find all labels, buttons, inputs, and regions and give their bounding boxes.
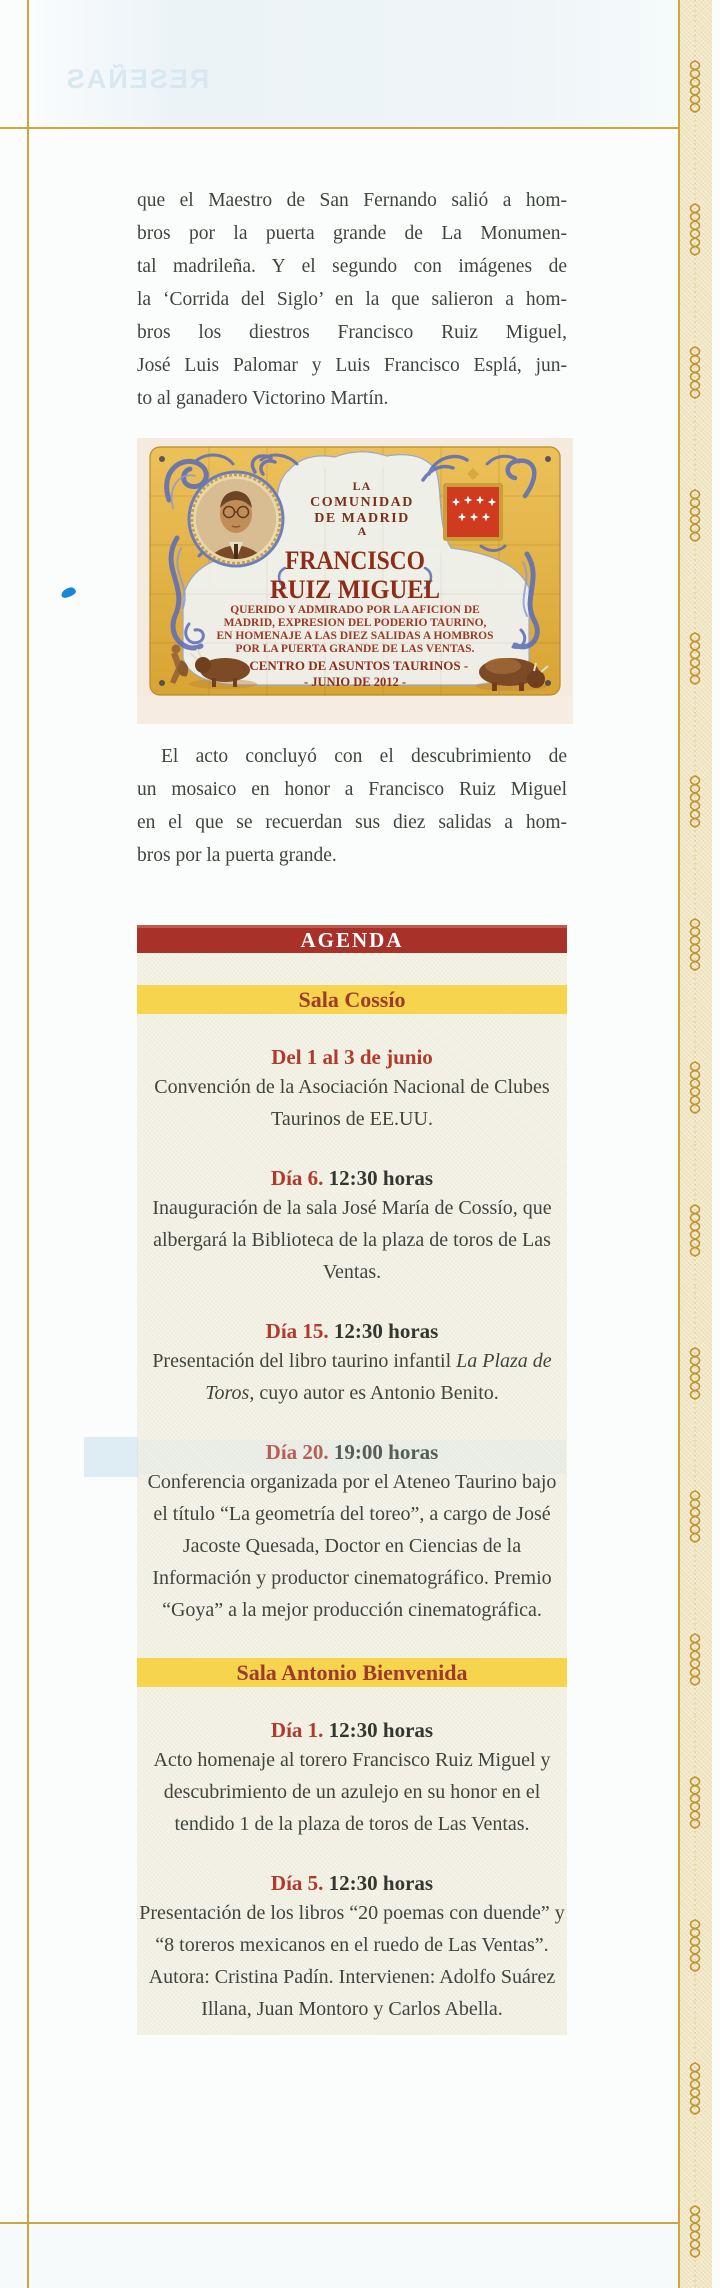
event-description-text: Presentación de los libros “20 poemas con duende” y “8 toreros mexicanos en el ruedo de Las Ventas”. Autora: Cristina Padín. Intervienen: Adolfo Suárez Illana, Juan Montoro y Carlos Abella. [139,1902,565,2020]
right-ornament-band [678,0,712,2288]
event-date-line [137,1870,567,1897]
event-description-text: Inauguración de la sala José María de Cossío, que albergará la Biblioteca de la plaza de toros de Las Ventas. [152,1197,552,1283]
mosaic-heading-a: A [357,524,367,538]
mosaic-name-line1: FRANCISCO [285,546,425,575]
portrait-medallion [189,472,283,568]
agenda-event [137,1318,567,1409]
bleed-band-left [84,1437,138,1477]
event-date: Del 1 al 3 de junio [271,1045,433,1069]
agenda-title: AGENDA [137,925,567,953]
agenda-sections [137,985,567,2025]
event-date-line [137,1165,567,1192]
text-line: José Luis Palomar y Luis Francisco Esplá, jun- [137,355,567,376]
event-description-italic: La Plaza de Toros [205,1350,552,1404]
mosaic-dedication-line2: MADRID, EXPRESION DEL PODERIO TAURINO, [223,617,487,629]
event-description [137,1897,567,2025]
blue-ink-mark [60,586,77,598]
event-description-text: , cuyo autor es Antonio Benito. [249,1382,499,1404]
mosaic-heading-la: LA [352,479,372,493]
text-line: bros por la puerta grande. [137,845,337,866]
event-description [137,1071,567,1135]
left-gold-rule [27,0,29,2288]
mosaic-heading-comunidad: COMUNIDAD [310,495,414,510]
mosaic-tile-image [137,438,573,724]
event-description [137,1466,567,1626]
text-line: to al ganadero Victorino Martín. [137,388,389,409]
bottom-gold-rule [0,2222,679,2224]
text-line: bros los diestros Francisco Ruiz Miguel, [137,322,567,343]
event-date: Día 6. [270,1166,324,1190]
mosaic-photo [137,438,573,724]
text-line: un mosaico en honor a Francisco Ruiz Miguel [137,779,567,800]
agenda-event [137,1717,567,1840]
agenda-event [137,1870,567,2025]
event-time: 12:30 horas [328,1166,434,1190]
event-description [137,1345,567,1409]
event-description-text: Convención de la Asociación Nacional de Clubes Taurinos de EE.UU. [154,1076,550,1130]
event-time: 12:30 horas [328,1718,434,1742]
text-line: en el que se recuerdan sus diez salidas a hom- [137,812,567,833]
text-line: El acto concluyó con el descubrimiento de [161,746,567,767]
article-paragraph-1 [137,184,567,415]
text-line: bros por la puerta grande de La Monumen- [137,223,567,244]
mosaic-dedication-line1: QUERIDO Y ADMIRADO POR LA AFICION DE [230,604,480,616]
event-description [137,1744,567,1840]
sala-header: Sala Antonio Bienvenida [137,1658,567,1687]
mosaic-dedication-line4: POR LA PUERTA GRANDE DE LAS VENTAS. [235,643,475,655]
bleed-text-resenas: RESEÑAS [64,64,210,94]
sala-header: Sala Cossío [137,985,567,1014]
event-description-text: Presentación del libro taurino infantil [152,1350,457,1372]
mosaic-footer-line2: - JUNIO DE 2012 - [303,675,407,689]
event-time: 12:30 horas [333,1319,439,1343]
event-time: 12:30 horas [328,1871,434,1895]
bleed-band-panel [138,1440,566,1474]
bottom-margin-strip [0,2224,678,2288]
event-date: Día 5. [270,1871,324,1895]
mosaic-heading-de-madrid: DE MADRID [314,511,410,526]
event-time: 19:00 horas [333,1440,439,1464]
event-date-line [137,1717,567,1744]
event-date-line [137,1318,567,1345]
event-description-text: Conferencia organizada por el Ateneo Taurino bajo el título “La geometría del toreo”, a cargo de José Jacoste Quesada, Doctor en Ciencias de la Información y productor cinematográfico. Premio “Goya” a la mejor producción cinematográfica. [147,1471,557,1621]
agenda-event [137,1044,567,1135]
event-description-text: Acto homenaje al torero Francisco Ruiz Miguel y descubrimiento de un azulejo en su honor en el tendido 1 de la plaza de toros de Las Ventas. [153,1749,551,1835]
text-line: la ‘Corrida del Siglo’ en la que salieron a hom- [137,289,567,310]
event-date: Día 1. [270,1718,324,1742]
text-line: que el Maestro de San Fernando salió a hom- [137,190,567,211]
chain-ornament-icon [680,0,710,2288]
top-gold-rule [0,127,679,129]
mosaic-name-line2: RUIZ MIGUEL [270,575,440,604]
mosaic-dedication-line3: EN HOMENAJE A LAS DIEZ SALIDAS A HOMBROS [216,630,494,642]
event-date: Día 15. [265,1319,329,1343]
article-paragraph-2 [137,740,567,872]
event-date-line [137,1044,567,1071]
event-date: Día 20. [265,1440,329,1464]
text-line: tal madrileña. Y el segundo con imágenes de [137,256,567,277]
agenda-event [137,1165,567,1288]
mosaic-footer-line1: - CENTRO DE ASUNTOS TAURINOS - [241,658,469,673]
event-description [137,1192,567,1288]
agenda-panel [137,925,567,2035]
